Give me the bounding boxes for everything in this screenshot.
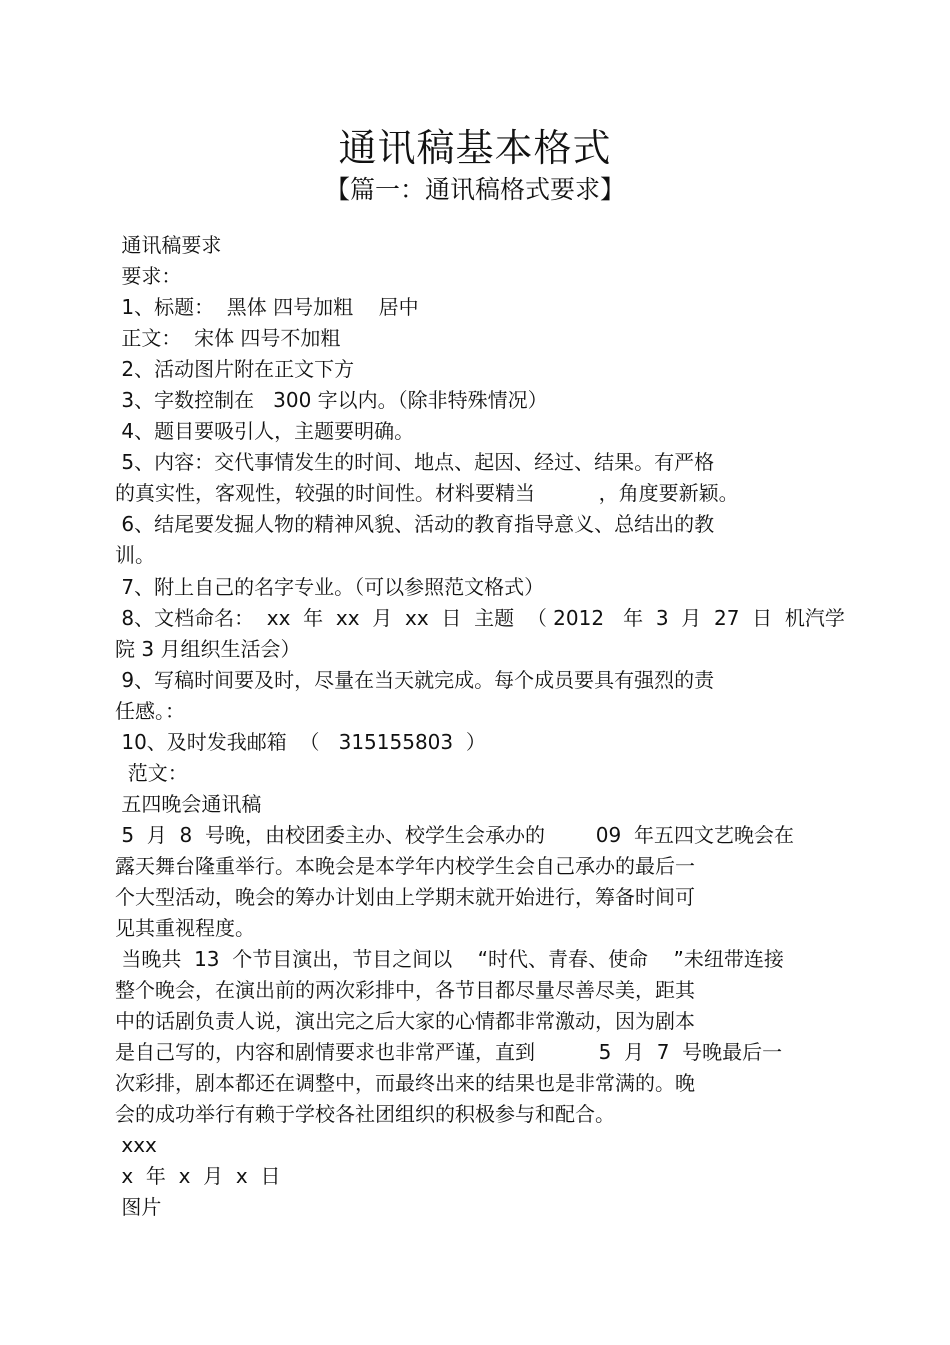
text-line: 任感。： (115, 698, 185, 723)
text-line: 6、结尾要发掘人物的精神风貌、活动的教育指导意义、总结出的教 (115, 512, 715, 537)
text-line: 正文： 宋体 四号不加粗 (115, 326, 341, 351)
text-line: 5 月 8 号晚，由校团委主办、校学生会承办的 09 年五四文艺晚会在 (115, 822, 794, 847)
text-line: 8、文档命名： xx 年 xx 月 xx 日 主题 （ 2012 年 3 月 27 日 机汽学 (115, 605, 845, 630)
text-line: 2、活动图片附在正文下方 (115, 357, 355, 382)
text-line: 见其重视程度。 (115, 916, 255, 941)
document-body (115, 230, 845, 1224)
text-line: 训。 (115, 543, 155, 568)
text-line: 当晚共 13 个节目演出，节目之间以 “时代、青春、使命 ”未纽带连接 (115, 947, 784, 972)
text-line: 会的成功举行有赖于学校各社团组织的积极参与和配合。 (115, 1102, 615, 1127)
text-line: 要求： (115, 264, 182, 289)
text-line: 次彩排，剧本都还在调整中，而最终出来的结果也是非常满的。晚 (115, 1071, 695, 1096)
text-line: 的真实性，客观性，较强的时间性。材料要精当 ，角度要新颖。 (115, 481, 739, 506)
text-line: 五四晚会通讯稿 (115, 791, 262, 816)
text-line: 通讯稿要求 (115, 233, 222, 257)
text-line: 整个晚会，在演出前的两次彩排中，各节目都尽量尽善尽美，距其 (115, 978, 695, 1003)
text-line: 3、字数控制在 300 字以内。（除非特殊情况） (115, 388, 548, 413)
text-line: 中的话剧负责人说，演出完之后大家的心情都非常激动，因为剧本 (115, 1009, 695, 1034)
text-line: 9、写稿时间要及时，尽量在当天就完成。每个成员要具有强烈的责 (115, 667, 715, 692)
text-line: 5、内容：交代事情发生的时间、地点、起因、经过、结果。有严格 (115, 450, 715, 475)
text-line: 4、题目要吸引人，主题要明确。 (115, 419, 415, 444)
text-line: xxx (115, 1133, 157, 1158)
text-line: 是自己写的，内容和剧情要求也非常严谨，直到 5 月 7 号晚最后一 (115, 1040, 783, 1065)
text-line: 7、附上自己的名字专业。（可以参照范文格式） (115, 574, 545, 599)
text-line: x 年 x 月 x 日 (115, 1164, 281, 1189)
text-line: 院 3 月组织生活会） (115, 636, 301, 661)
page-title: 通讯稿基本格式 (338, 126, 612, 170)
text-line: 1、标题： 黑体 四号加粗 居中 (115, 295, 419, 320)
text-line: 露天舞台隆重举行。本晚会是本学年内校学生会自己承办的最后一 (115, 853, 695, 878)
text-line: 个大型活动，晚会的筹办计划由上学期末就开始进行，筹备时间可 (115, 884, 695, 909)
text-line: 图片 (115, 1195, 162, 1220)
text-line: 10、及时发我邮箱 （ 315155803 ） (115, 729, 486, 754)
section-heading: 【篇一：通讯稿格式要求】 (324, 175, 625, 204)
text-line: 范文： (115, 760, 188, 785)
